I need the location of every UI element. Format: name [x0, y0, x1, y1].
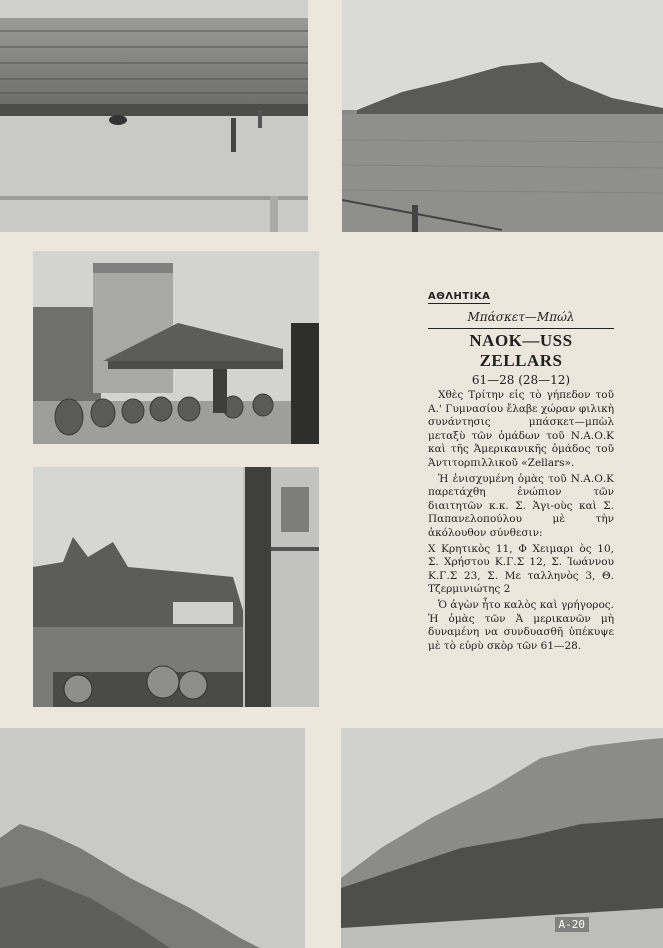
- barrels-harbour-photo: [33, 251, 319, 444]
- mountain-road-photo: [341, 728, 663, 948]
- article-headline: NAOK—USS ZELLARS: [428, 328, 614, 371]
- plate-number-label: A-20: [555, 917, 590, 932]
- article-paragraph: Ὁ ἀγὼν ἦτο καλὸς καὶ γρήγορος. Ἡ ὁμὰς τῶν Ἀ μερικανῶν μὴ δυναμένη να συνδυασθῆ ὑπέκυψε μὲ τὸ εὐρὺ σκὸρ τῶν 61—28.: [428, 598, 614, 652]
- port-ship-photo: [33, 467, 319, 707]
- article-paragraph: Ἡ ἐνισχυμένη ὁμὰς τοῦ Ν.Α.Ο.Κ παρετάχθη ἐνώπιον τῶν διαιτητῶν κ.κ. Σ. Ἁγι-οὺς καὶ Σ. Παπανελοπούλου μὲ τὴν ἀκόλουθον σύνθεσιν:: [428, 472, 614, 539]
- island-sea-photo: [342, 0, 663, 232]
- sports-article: [428, 284, 614, 653]
- hillside-photo: [0, 728, 305, 948]
- section-label: [428, 284, 614, 304]
- bullring-photo: [0, 0, 308, 232]
- article-paragraph: Χθὲς Τρίτην εἰς τὸ γήπεδον τοῦ Α.' Γυμνασίου ἔλαβε χώραν φιλικὴ συνάντησις μπάσκετ—μπὼλ μεταξὺ τῶν ὁμάδων τοῦ Ν.Α.Ο.Κ καὶ τῆς Ἀμερικανικῆς ὁμάδος τοῦ Ἀντιτορπιλλικοῦ «Zellars».: [428, 389, 614, 469]
- section-label-text: ΑΘΛΗΤΙΚΑ: [428, 291, 491, 302]
- team-lineup: Χ Κρητικὸς 11, Φ Χειμαρι ὸς 10, Σ. Χρήστου Κ.Γ.Σ 12, Σ. Ἰωάννου Κ.Γ.Σ 23, Σ. Με ταλληνὸς 3, Θ. Τζερμινιώτης 2: [428, 542, 614, 596]
- article-body: [428, 389, 614, 653]
- game-score: 61—28 (28—12): [471, 373, 571, 387]
- article-subheading: Μπάσκετ—Μπώλ: [467, 310, 575, 324]
